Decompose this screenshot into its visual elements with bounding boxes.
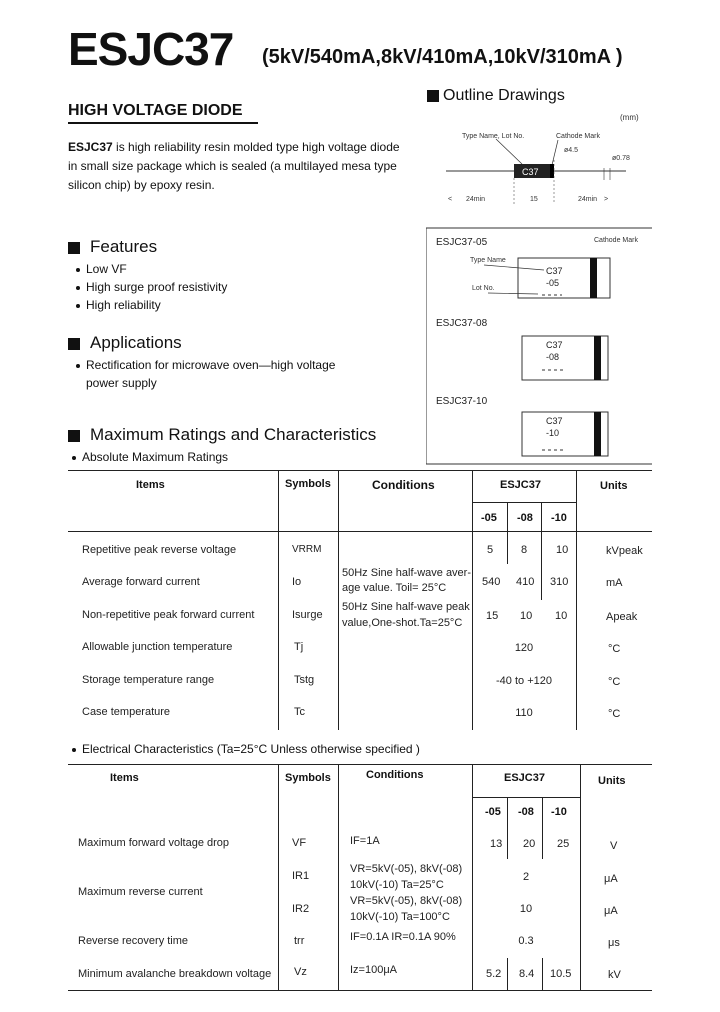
col-header-group: ESJC37 (504, 772, 545, 784)
col-header-items: Items (110, 772, 139, 784)
electrical-subheading: Electrical Characteristics (Ta=25°C Unless otherwise specified ) (72, 740, 420, 758)
square-bullet-icon (68, 242, 80, 254)
square-bullet-icon (427, 90, 439, 102)
variant-10-line2: -10 (546, 428, 560, 438)
features-heading (68, 237, 157, 257)
section-heading-high-voltage-diode: HIGH VOLTAGE DIODE (68, 102, 243, 119)
outline-drawings (426, 108, 652, 470)
variant-05-label: ESJC37-05 (436, 237, 488, 248)
col-header-10: -10 (551, 806, 567, 818)
applications-list (76, 356, 335, 392)
list-item: High reliability (76, 296, 227, 314)
square-bullet-icon (68, 430, 80, 442)
bullet-icon (72, 748, 76, 752)
list-item: High surge proof resistivity (76, 278, 227, 296)
leader-line (484, 265, 544, 270)
col-header-08: -08 (517, 512, 533, 524)
applications-heading-text: Applications (90, 333, 182, 352)
dia-lead: ø0.78 (612, 155, 630, 162)
variant-05-band (590, 258, 597, 298)
variant-05-lot-no: Lot No. (472, 285, 495, 292)
col-header-conditions: Conditions (372, 478, 435, 492)
ratings-heading-text: Maximum Ratings and Characteristics (90, 425, 377, 444)
col-header-units: Units (600, 480, 628, 492)
variant-08-label: ESJC37-08 (436, 318, 488, 329)
bullet-icon (76, 286, 80, 290)
dim-right: 24min (578, 196, 598, 203)
leader-line (488, 293, 538, 294)
description (68, 138, 408, 195)
cathode-label: Cathode Mark (556, 133, 600, 140)
col-header-group: ESJC37 (500, 479, 541, 491)
col-header-05: -05 (485, 806, 501, 818)
ratings-subheading: Absolute Maximum Ratings (72, 448, 228, 466)
variant-10-line1: C37 (546, 416, 563, 426)
dia-body: ø4.5 (564, 147, 579, 154)
col-header-05: -05 (481, 512, 497, 524)
square-bullet-icon (68, 338, 80, 350)
page-subtitle: (5kV/540mA,8kV/410mA,10kV/310mA ) (262, 46, 623, 68)
dim-body: 15 (530, 196, 538, 203)
variant-08-line1: C37 (546, 340, 563, 350)
features-heading-text: Features (90, 237, 158, 256)
col-header-items: Items (136, 479, 165, 491)
dim-left-arrow: < (448, 196, 453, 203)
ratings-heading (68, 425, 376, 445)
features-list (76, 260, 227, 314)
variant-05-type-name: Type Name (470, 257, 506, 264)
body-marking: C37 (522, 167, 539, 177)
type-lot-label: Type Name, Lot No. (462, 133, 525, 140)
variant-05-cathode: Cathode Mark (594, 237, 638, 244)
unit-label: (mm) (620, 113, 639, 122)
col-header-conditions: Conditions (366, 769, 424, 781)
col-header-08: -08 (518, 806, 534, 818)
bullet-icon (72, 456, 76, 460)
variant-08-line2: -08 (546, 352, 560, 362)
col-header-symbols: Symbols (285, 478, 331, 490)
description-text: is high reliability resin molded type high voltage diode in small size package which is sealed (a multilayed mesa type silicon chip) by epoxy resin. (68, 140, 400, 192)
cathode-band (550, 164, 554, 178)
outline-heading (427, 87, 565, 105)
bullet-icon (76, 268, 80, 272)
applications-heading (68, 333, 182, 353)
variant-08-band (594, 336, 601, 380)
leader-line (496, 139, 522, 164)
dim-left: 24min (466, 196, 486, 203)
dim-right-arrow: > (604, 196, 609, 203)
col-header-units: Units (598, 775, 626, 787)
leader-line (552, 140, 558, 165)
outline-heading-text: Outline Drawings (443, 87, 565, 104)
col-header-10: -10 (551, 512, 567, 524)
list-item-continuation: power supply (86, 376, 157, 390)
variant-10-label: ESJC37-10 (436, 396, 488, 407)
bullet-icon (76, 304, 80, 308)
heading-underline (68, 122, 258, 124)
variant-05-line1: C37 (546, 266, 563, 276)
page-title: ESJC37 (68, 23, 234, 75)
list-item: Rectification for microwave oven—high voltage (76, 356, 335, 374)
col-header-symbols: Symbols (285, 772, 331, 784)
variant-05-line2: -05 (546, 278, 560, 288)
variant-10-band (594, 412, 601, 456)
bullet-icon (76, 364, 80, 368)
description-product-name: ESJC37 (68, 140, 113, 154)
list-item: Low VF (76, 260, 227, 278)
